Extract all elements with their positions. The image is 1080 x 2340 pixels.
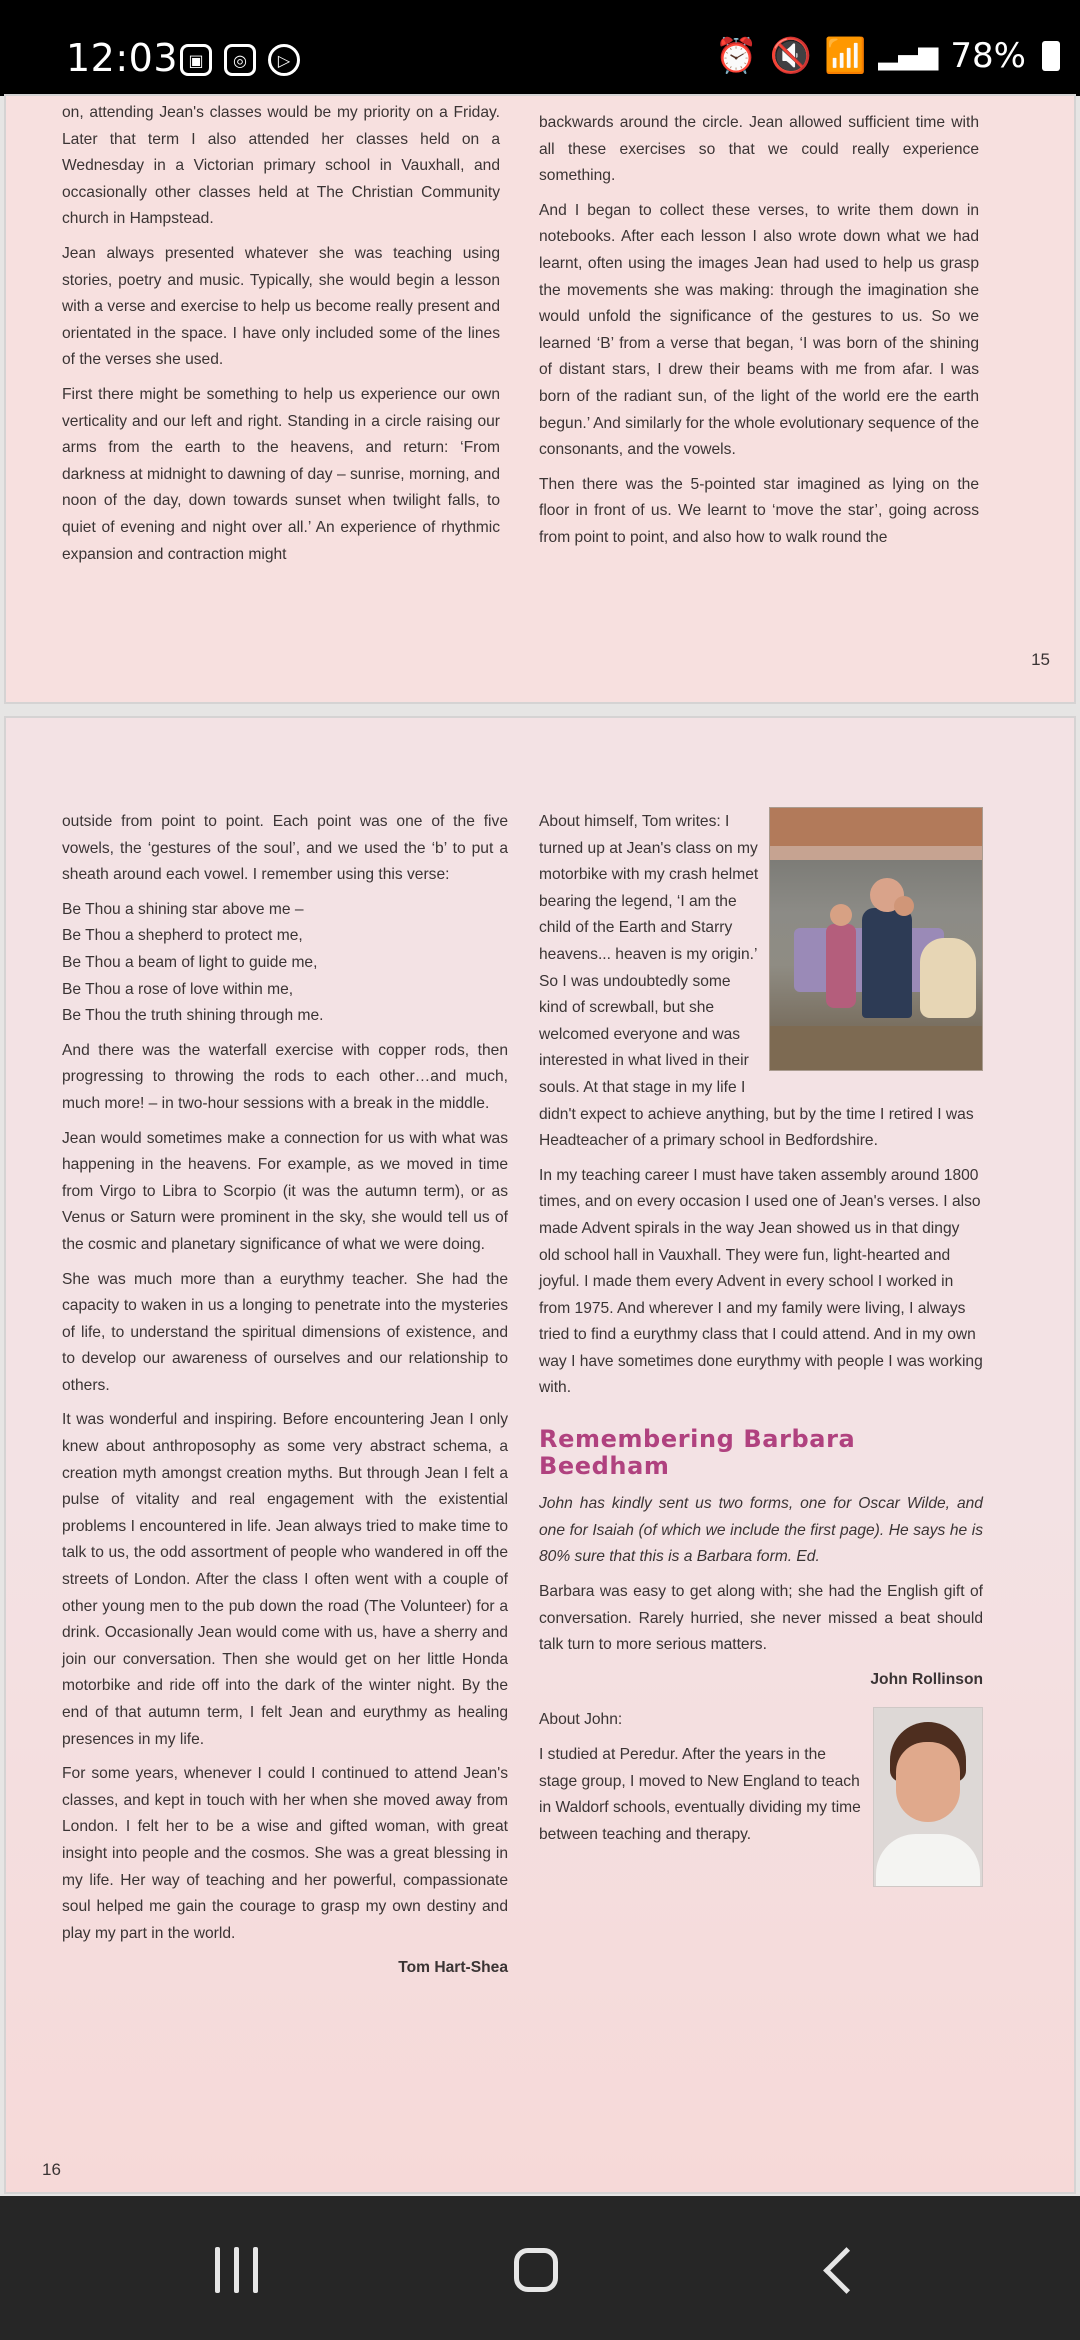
paragraph: About himself, Tom writes: I turned up at Jean's class on my motorbike with my crash helmet bearing the legend, ‘I am the child of the Earth and Starry heavens... heaven is my origin.’ So I was undoubtedly some kind of screwball, but she welcomed everyone and was interested in what lived in their souls. At that stage in my life I didn't expect to achieve anything, but by the time I retired I was Headteacher of a primary school in Bedfordshire. [539, 813, 974, 1150]
recent-apps-button[interactable] [196, 2240, 276, 2300]
paragraph: Jean always presented whatever she was teaching using stories, poetry and music. Typically, she would begin a lesson with a verse and exercise to help us become really present and orientated in the space. I have only included some of the lines of the verses she used. [62, 244, 500, 369]
app-icon: ▷ [268, 44, 300, 76]
status-bar [0, 0, 1080, 96]
back-button[interactable] [800, 2240, 880, 2300]
page-number: 15 [1031, 650, 1050, 669]
page-15-right-column [539, 110, 979, 560]
notification-icons [180, 44, 300, 76]
verse-line: Be Thou a beam of light to guide me, [62, 953, 318, 971]
page-16 [6, 718, 1074, 2192]
paragraph: outside from point to point. Each point was one of the five vowels, the ‘gestures of the soul’, and we used the ‘b’ to put a sheath around each vowel. I remember using this verse: [62, 813, 508, 884]
verse-line: Be Thou a shepherd to protect me, [62, 927, 303, 945]
page-16-right-column [539, 809, 983, 1891]
paragraph: She was much more than a eurythmy teacher. She had the capacity to waken in us a longing to penetrate into the mysteries of life, to understand the spiritual dimensions of existence, and to develop our awareness of ourselves and our relationship to others. [62, 1270, 508, 1394]
alarm-icon: ⏰ [715, 36, 758, 76]
paragraph: For some years, whenever I could I continued to attend Jean's classes, and kept in touch with her when she moved away from London. I felt her to be a wise and gifted woman, with great insight into people and the cosmos. She was a great blessing in my life. Her way of teaching and her powerful, compassionate soul helped me gain the courage to grasp my own destiny and play my part in the world. [62, 1765, 508, 1942]
paragraph: on, attending Jean's classes would be my priority on a Friday. Later that term I also attended her classes held on a Wednesday in a Victorian primary school in Vauxhall, and occasionally other classes held at The Christian Community church in Hampstead. [62, 104, 500, 228]
instagram-icon: ◎ [224, 44, 256, 76]
editor-note: John has kindly sent us two forms, one for Oscar Wilde, and one for Isaiah (of which we include the first page). He says he is 80% sure that this is a Barbara form. Ed. [539, 1495, 983, 1566]
page-number: 16 [42, 2160, 61, 2179]
about-label: About John: [539, 1711, 623, 1729]
paragraph: It was wonderful and inspiring. Before encountering Jean I only knew about anthroposophy as some very abstract schema, a creation myth amongst creation myths. But through Jean I felt a pulse of vitality and real engagement with the existential problems I encountered in life. Jean always tried to make time to talk to us, the odd assortment of people who wandered in off the streets of London. After the class I often went with a couple of other young men to the pub down the road (The Volunteer) for a drink. Occasionally Jean would come with us, have a sherry and join our conversation. Then she would get on her little Honda motorbike and ride off into the dark of the winter night. By the end of that autumn term, I felt Jean and eurythmy as healing presences in my life. [62, 1411, 508, 1748]
paragraph: Jean would sometimes make a connection for us with what was happening in the heavens. For example, as we moved in time from Virgo to Libra to Scorpio (it was the autumn term), or as Venus or Saturn were prominent in the sky, she would tell us of the cosmic and planetary significance of what we were doing. [62, 1129, 508, 1253]
paragraph: Then there was the 5-pointed star imagined as lying on the floor in front of us. We learnt to ‘move the star’, going across from point to point, and also how to walk round the [539, 475, 979, 546]
signal-icon: ▂▄▆ [878, 41, 939, 71]
author-signature: Tom Hart-Shea [398, 1959, 508, 1977]
verse [62, 897, 508, 1030]
paragraph: Barbara was easy to get along with; she had the English gift of conversation. Rarely hurried, she never missed a beat should talk turn to more serious matters. [539, 1583, 983, 1654]
portrait-photo [873, 1707, 983, 1887]
home-button[interactable] [496, 2240, 576, 2300]
page-15-left-column [62, 100, 500, 576]
family-photo [769, 807, 983, 1071]
verse-line: Be Thou a rose of love within me, [62, 980, 294, 998]
paragraph: backwards around the circle. Jean allowed sufficient time with all these exercises so that we could really experience something. [539, 114, 979, 185]
about-john [539, 1707, 983, 1848]
page-15 [6, 96, 1074, 702]
battery-percent: 78% [950, 36, 1026, 76]
author-signature: John Rollinson [870, 1670, 983, 1688]
wifi-icon: 📶 [824, 36, 867, 76]
clock: 12:03 [66, 36, 179, 80]
paragraph: And there was the waterfall exercise with copper rods, then progressing to throwing the rods to each other…and much, much more! – in two-hour sessions with a break in the middle. [62, 1041, 508, 1112]
battery-icon [1042, 41, 1060, 71]
gallery-icon: ▣ [180, 44, 212, 76]
paragraph: I studied at Peredur. After the years in the stage group, I moved to New England to teach in Waldorf schools, eventually dividing my time between teaching and therapy. [539, 1746, 861, 1843]
system-icons [715, 36, 1060, 76]
page-16-left-column [62, 809, 508, 1990]
paragraph: First there might be something to help us experience our own verticality and our left and right. Standing in a circle raising our arms from the earth to the heavens, and return: ‘From darkness at midnight to dawning of day – sunrise, morning, and noon of the day, down towards sunset when twilight falls, to quiet of evening and night over all.’ An experience of rhythmic expansion and contraction might [62, 385, 500, 563]
verse-line: Be Thou the truth shining through me. [62, 1007, 324, 1025]
verse-line: Be Thou a shining star above me – [62, 900, 304, 918]
section-heading: Remembering Barbara Beedham [539, 1425, 856, 1480]
paragraph: In my teaching career I must have taken assembly around 1800 times, and on every occasion I used one of Jean's verses. I also made Advent spirals in the way Jean showed us in that dingy old school hall in Vauxhall. They were fun, light-hearted and joyful. I made them every Advent in every school I worked in from 1975. And wherever I and my family were living, I always tried to find a eurythmy class that I could attend. And in my own way I have sometimes done eurythmy with people I was working with. [539, 1166, 983, 1397]
paragraph: And I began to collect these verses, to write them down in notebooks. After each lesson I also wrote down what we had learnt, often using the images Jean had used to help us grasp the movements she was making: through the imagination she would unfold the significance of the gestures to us. So we learned ‘B’ from a verse that began, ‘I was born of the shining of distant stars, I drew their beams with me from afar. I was born of the radiant sun, of the light of the world ere the earth begun.’ And similarly for the whole evolutionary sequence of the consonants, and the vowels. [539, 201, 979, 459]
mute-icon: 🔇 [769, 36, 813, 76]
navigation-bar [0, 2196, 1080, 2340]
